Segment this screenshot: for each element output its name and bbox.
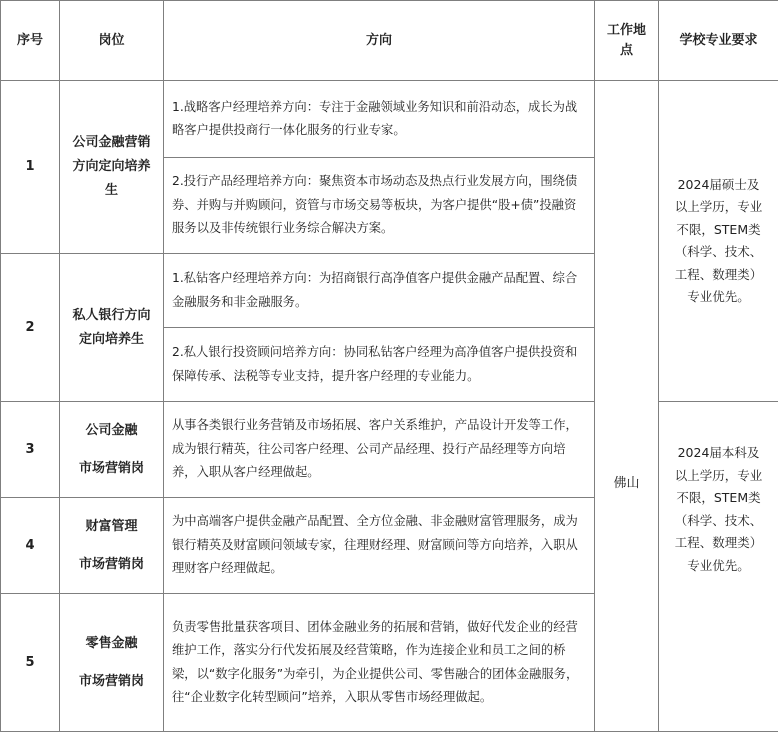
table-row [1, 402, 778, 498]
position-line: 市场营销岗 [78, 673, 144, 689]
direction-text: 2.投行产品经理培养方向：聚焦资本市场动态及热点行业发展方向，围绕债券、并购与并购顾问，资管与市场交易等板块，为客户提供“股+债”投融资服务以及非传统银行业务综合解决方案。 [164, 158, 595, 254]
position-name: 公司金融营销方向定向培养生 [60, 81, 164, 254]
direction-text: 1.战略客户经理培养方向：专注于金融领域业务知识和前沿动态，成长为战略客户提供投商行一体化服务的行业专家。 [164, 81, 595, 158]
header-direction: 方向 [164, 1, 595, 81]
requirement-text: 2024届硕士及以上学历，专业不限，STEM类（科学、技术、工程、数理类）专业优先。 [659, 81, 778, 402]
header-row [1, 1, 778, 81]
position-name: 私人银行方向定向培养生 [60, 254, 164, 402]
direction-text: 从事各类银行业务营销及市场拓展、客户关系维护，产品设计开发等工作，成为银行精英，往公司客户经理、公司产品经理、投行产品经理等方向培养，入职从客户经理做起。 [164, 402, 595, 498]
position-line: 财富管理 [85, 518, 138, 534]
position-name [60, 594, 164, 732]
row-number: 5 [1, 594, 60, 732]
position-name [60, 498, 164, 594]
direction-text: 2.私人银行投资顾问培养方向：协同私钻客户经理为高净值客户提供投资和保障传承、法税等专业支持，提升客户经理的专业能力。 [164, 328, 595, 402]
position-line: 市场营销岗 [78, 556, 144, 572]
table-row [1, 81, 778, 158]
position-line: 市场营销岗 [78, 460, 144, 476]
row-number: 1 [1, 81, 60, 254]
requirement-text: 2024届本科及以上学历，专业不限，STEM类（科学、技术、工程、数理类）专业优先。 [659, 402, 778, 732]
header-requirement: 学校专业要求 [659, 1, 778, 81]
position-name [60, 402, 164, 498]
position-line: 零售金融 [85, 635, 138, 651]
header-seq: 序号 [1, 1, 60, 81]
row-number: 2 [1, 254, 60, 402]
position-line: 公司金融 [85, 422, 138, 438]
work-location: 佛山 [595, 81, 659, 732]
header-location: 工作地点 [595, 1, 659, 81]
header-position: 岗位 [60, 1, 164, 81]
direction-text: 负责零售批量获客项目、团体金融业务的拓展和营销，做好代发企业的经营维护工作，落实分行代发拓展及经营策略，作为连接企业和员工之间的桥梁，以“数字化服务”为牵引，为企业提供公司、零售融合的团体金融服务，往“企业数字化转型顾问”培养，入职从零售市场经理做起。 [164, 594, 595, 732]
direction-text: 1.私钻客户经理培养方向：为招商银行高净值客户提供金融产品配置、综合金融服务和非金融服务。 [164, 254, 595, 328]
row-number: 3 [1, 402, 60, 498]
row-number: 4 [1, 498, 60, 594]
direction-text: 为中高端客户提供金融产品配置、全方位金融、非金融财富管理服务，成为银行精英及财富顾问领域专家，往理财经理、财富顾问等方向培养，入职从理财客户经理做起。 [164, 498, 595, 594]
